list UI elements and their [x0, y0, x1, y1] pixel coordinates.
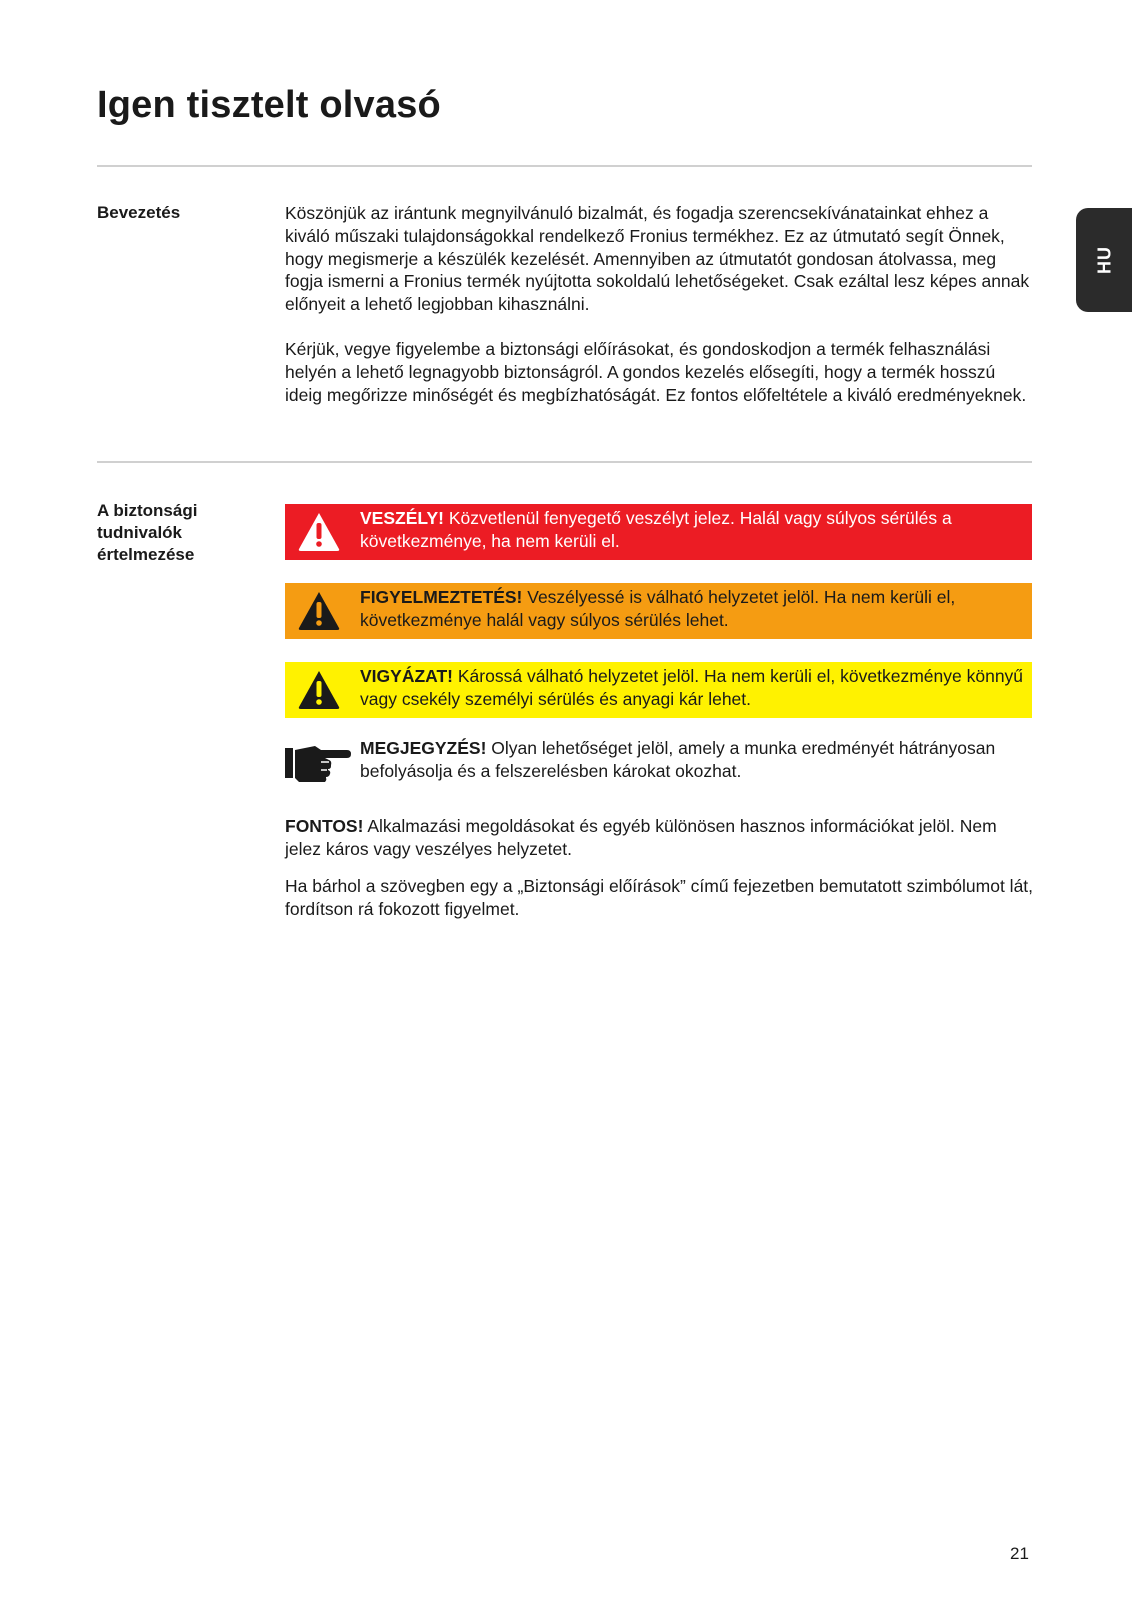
notice-keyword: MEGJEGYZÉS! [360, 738, 487, 758]
notice-keyword: FIGYELMEZTETÉS! [360, 587, 523, 607]
notice-text: Olyan lehetőséget jelöl, amely a munka eredményét hátrányosan befolyásolja és a felszerelésben károkat okozhat. [360, 738, 996, 781]
intro-paragraph-1: Köszönjük az irántunk megnyilvánuló bizalmát, és fogadja szerencsekívánatainkat ehhez a kiváló műszaki tulajdonságokkal rendelkező Fronius termékhez. Ez az útmutató segít Önnek, hogy megismerje a készülék kezelését. Amennyiben az útmutatót gondosan átolvassa, meg fogja ismerni a Fronius termék nyújtotta sokoldalú lehetőségeket. Csak ezáltal lesz képes annak előnyeit a lehető legjobban kihasználni. [285, 203, 1030, 315]
important-paragraph [285, 815, 1035, 861]
section-divider [97, 165, 1032, 167]
notice-text: Károssá válható helyzetet jelöl. Ha nem kerüli el, következménye könnyű vagy csekély személyi sérülés és anyagi kár lehet. [360, 666, 1024, 709]
note-notice [285, 734, 1032, 790]
pointing-hand-icon [285, 740, 351, 784]
warning-notice [285, 583, 1032, 639]
section-divider [97, 461, 1032, 463]
warning-triangle-icon [297, 590, 341, 632]
notice-text: Veszélyessé is válható helyzetet jelöl. Ha nem kerüli el, következménye halál vagy súlyos sérülés lehet. [360, 587, 956, 630]
safety-label: A biztonsági tudnivalók értelmezése [97, 501, 198, 564]
notice-keyword: VESZÉLY! [360, 508, 444, 528]
warning-triangle-icon [297, 511, 341, 553]
important-text: Alkalmazási megoldásokat és egyéb különösen hasznos információkat jelöl. Nem jelez káros vagy veszélyes helyzetet. [285, 816, 997, 859]
important-keyword: FONTOS! [285, 816, 364, 836]
warning-triangle-icon [297, 669, 341, 711]
language-tab [1076, 208, 1132, 312]
notice-text: Közvetlenül fenyegető veszélyt jelez. Halál vagy súlyos sérülés a következménye, ha nem kerüli el. [360, 508, 952, 551]
language-tab-label: HU [1094, 246, 1115, 274]
caution-notice [285, 662, 1032, 718]
notice-keyword: VIGYÁZAT! [360, 666, 454, 686]
page-title: Igen tisztelt olvasó [97, 84, 441, 126]
intro-paragraph-2: Kérjük, vegye figyelembe a biztonsági előírásokat, és gondoskodjon a termék felhasználási helyén a lehető legnagyobb biztonságról. A gondos kezelés elősegíti, hogy a termék hosszú ideig megőrizze minőségét és megbízhatóságát. Ez fontos előfeltétele a kiváló eredményeknek. [285, 339, 1027, 405]
symbol-paragraph: Ha bárhol a szövegben egy a „Biztonsági előírások” című fejezetben bemutatott szimbólumot lát, fordítson rá fokozott figyelmet. [285, 876, 1034, 919]
danger-notice [285, 504, 1032, 560]
page-number: 21 [1010, 1544, 1029, 1563]
intro-label: Bevezetés [97, 203, 181, 222]
